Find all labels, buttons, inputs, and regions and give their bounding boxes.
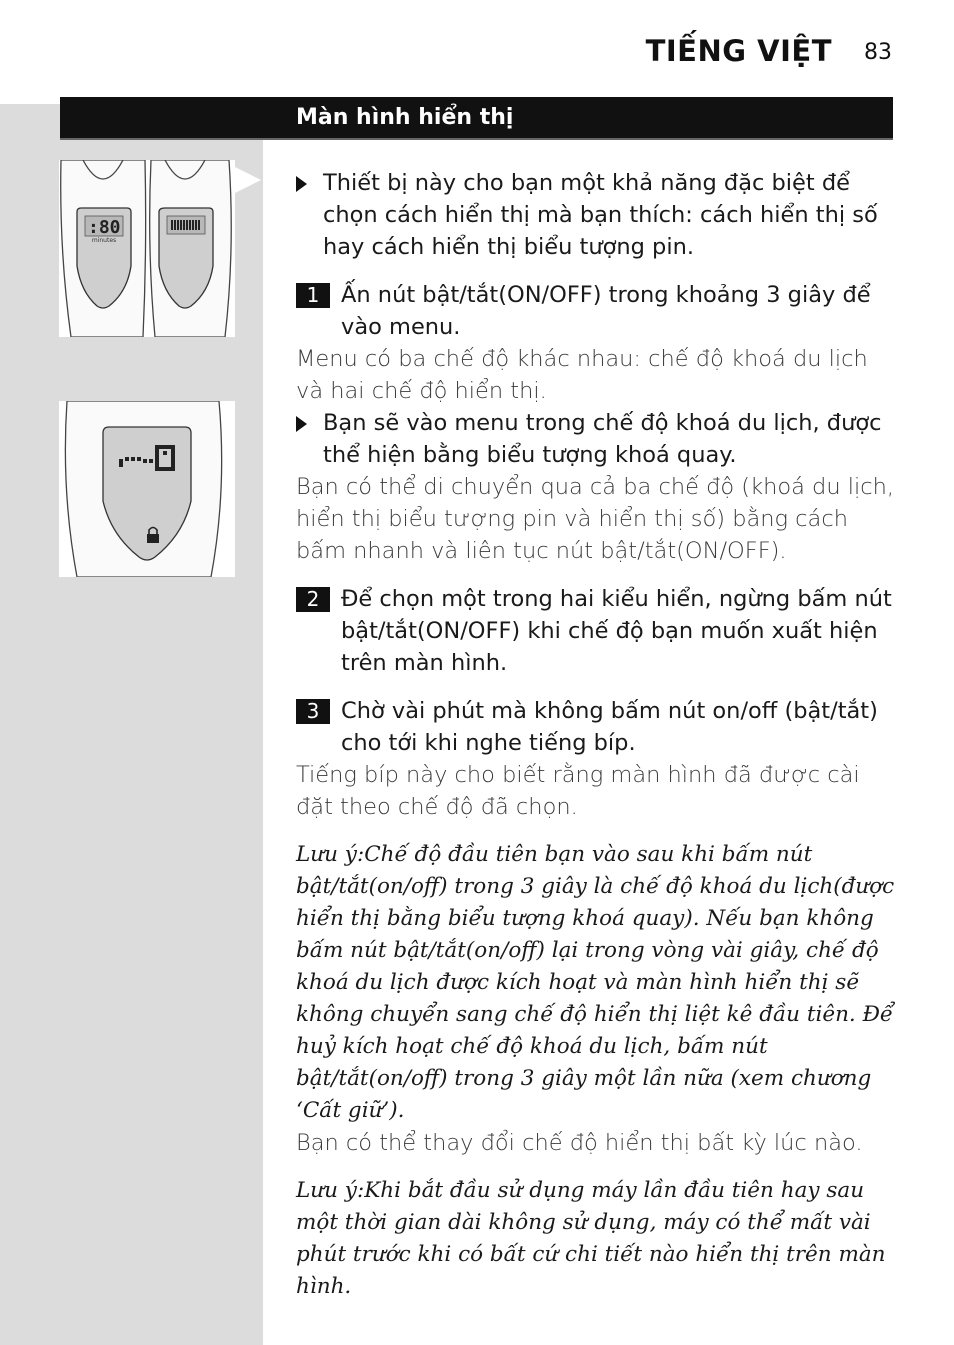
language-header: TIẾNG VIỆT	[645, 34, 832, 68]
step-text: Chờ vài phút mà không bấm nút on/off (bật/tắt) cho tới khi nghe tiếng bíp.	[341, 698, 878, 756]
section-title: Màn hình hiển thị	[296, 105, 514, 130]
bullet-arrow-icon	[296, 176, 307, 192]
note-1: Lưu ý:Chế độ đầu tiên bạn vào sau khi bấm nút bật/tắt(on/off) trong 3 giây là chế độ khoá du lịch(được hiển thị bằng biểu tượng khoá quay). Nếu bạn không bấm nút bật/tắt(on/off) lại trong vòng vài giây, chế độ khoá du lịch được kích hoạt và màn hình hiển thị sẽ không chuyển sang chế độ hiển thị liệt kê đầu tiên. Để huỷ kích hoạt chế độ khoá du lịch, bấm nút bật/tắt(on/off) trong 3 giây một lần nữa (xem chương ‘Cất giữ’).	[296, 842, 895, 1123]
step-text: Ấn nút bật/tắt(ON/OFF) trong khoảng 3 giây để vào menu.	[341, 282, 871, 340]
main-content	[296, 167, 896, 1303]
bullet-text: Bạn sẽ vào menu trong chế độ khoá du lịch, được thể hiện bằng biểu tượng khoá quay.	[323, 410, 882, 468]
svg-text::80: :80	[88, 217, 121, 238]
minutes-label: minutes	[91, 237, 117, 244]
step-text: Để chọn một trong hai kiểu hiển, ngừng bấm nút bật/tắt(ON/OFF) khi chế độ bạn muốn xuất hiện trên màn hình.	[341, 586, 892, 676]
step-1	[296, 279, 896, 343]
step-2	[296, 583, 896, 679]
page-number: 83	[864, 40, 892, 65]
step-1-note: Menu có ba chế độ khác nhau: chế độ khoá du lịch và hai chế độ hiển thị.	[296, 346, 868, 404]
step-number: 1	[296, 283, 330, 308]
note-2: Lưu ý:Khi bắt đầu sử dụng máy lần đầu tiên hay sau một thời gian dài không sử dụng, máy có thể mất vài phút trước khi có bất cứ chi tiết nào hiển thị trên màn hình.	[296, 1178, 886, 1299]
step-number: 3	[296, 699, 330, 724]
bullet-item	[296, 167, 896, 263]
shaver-display-minutes-and-battery-icon	[59, 160, 235, 337]
bullet-arrow-icon	[296, 416, 307, 432]
step-3-note: Tiếng bíp này cho biết rằng màn hình đã được cài đặt theo chế độ đã chọn.	[296, 762, 860, 820]
bullet-item	[296, 407, 896, 471]
bullet-text: Thiết bị này cho bạn một khả năng đặc biệt để chọn cách hiển thị mà bạn thích: cách hiển thị số hay cách hiển thị biểu tượng pin.	[323, 170, 878, 260]
shaver-display-travel-lock-icon	[59, 401, 235, 577]
illustration-pointer	[235, 167, 261, 193]
note-1-plain: Bạn có thể thay đổi chế độ hiển thị bất kỳ lúc nào.	[296, 1130, 863, 1156]
bullet-2-note: Bạn có thể di chuyển qua cả ba chế độ (khoá du lịch, hiển thị biểu tượng pin và hiển thị số) bằng cách bấm nhanh và liên tục nút bật/tắt(ON/OFF).	[296, 474, 895, 564]
step-3	[296, 695, 896, 759]
section-header-bar	[60, 97, 893, 140]
step-number: 2	[296, 587, 330, 612]
